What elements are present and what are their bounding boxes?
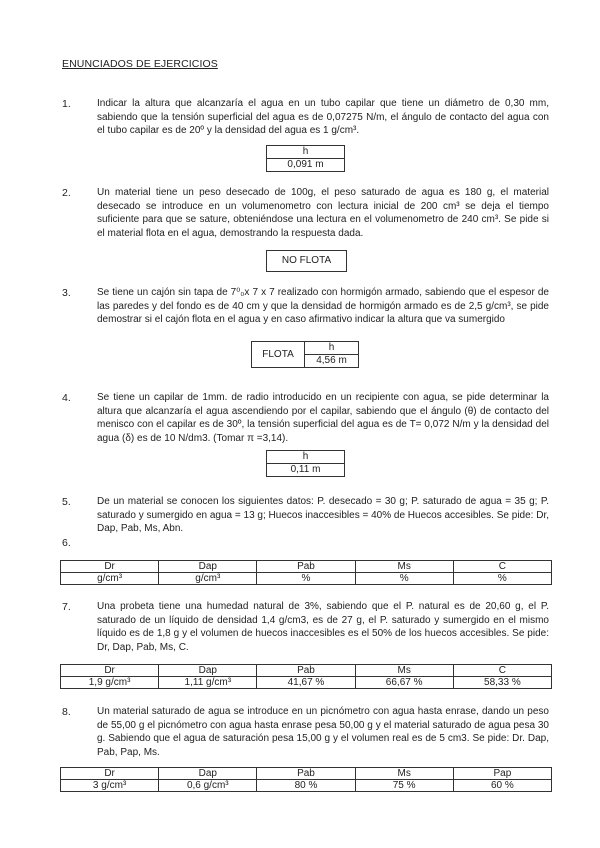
exercise-6-number: 6. — [62, 537, 71, 549]
header-pab: Pab — [257, 665, 355, 677]
value-c: % — [453, 573, 551, 585]
value-pap: 60 % — [453, 780, 551, 792]
header-dap: Dap — [159, 665, 257, 677]
header-pab: Pab — [257, 561, 355, 573]
answer-value: 4,56 m — [305, 355, 359, 368]
answer-header: h — [267, 146, 345, 159]
header-ms: Ms — [355, 768, 453, 780]
value-dr: 1,9 g/cm³ — [61, 677, 159, 689]
value-dap: 0,6 g/cm³ — [159, 780, 257, 792]
exercise-7-table — [60, 664, 552, 689]
exercise-7-number: 7. — [62, 601, 71, 613]
value-dr: g/cm³ — [61, 573, 159, 585]
value-pab: % — [257, 573, 355, 585]
exercise-3-answer-table — [251, 341, 359, 368]
header-pap: Pap — [453, 768, 551, 780]
header-dr: Dr — [61, 665, 159, 677]
answer-value: 0,11 m — [267, 464, 345, 477]
exercise-3-number: 3. — [62, 287, 71, 299]
exercise-1-text: Indicar la altura que alcanzaría el agua en un tubo capilar que tiene un diámetro de 0,30 mm, sabiendo que la tensión superficial del agua es de 0,07275 N/m, el ángulo de contacto del agua con el tubo capilar es de 20º y la densidad del agua es 1 g/cm³. — [97, 98, 549, 137]
value-dr: 3 g/cm³ — [61, 780, 159, 792]
answer-label: FLOTA — [252, 342, 305, 368]
value-ms: % — [355, 573, 453, 585]
answer-value: 0,091 m — [267, 159, 345, 172]
value-pab: 80 % — [257, 780, 355, 792]
exercise-6-table — [60, 560, 552, 585]
exercise-2-number: 2. — [62, 187, 71, 199]
value-ms: 66,67 % — [355, 677, 453, 689]
exercise-8-text: Un material saturado de agua se introduce en un picnómetro con agua hasta enrase, dando un peso de 55,00 g el picnómetro con agua hasta enrase pesa 50,00 g y el material saturado de agua pesa 30 g. Sabiendo que el agua de saturación pesa 15,00 g y el volumen real es de 5 cm3. Se pide: Dr. Dap, Pab, Pap, Ms. — [97, 706, 549, 758]
value-dap: g/cm³ — [159, 573, 257, 585]
header-dap: Dap — [159, 768, 257, 780]
exercise-1-answer-table — [266, 145, 345, 172]
header-dap: Dap — [159, 561, 257, 573]
answer-header: h — [267, 451, 345, 464]
header-dr: Dr — [61, 768, 159, 780]
exercise-4-text: Se tiene un capilar de 1mm. de radio introducido en un recipiente con agua, se pide determinar la altura que alcanzaría el agua ascendiendo por el capilar, sabiendo que el ángulo (θ) de contacto del menisco con el capilar es de 30º, la tensión superficial del agua es de T= 0,072 N/m y la densidad del agua (δ) es de 10 N/dm3. (Tomar π =3,14). — [97, 392, 549, 444]
header-ms: Ms — [355, 665, 453, 677]
exercise-8-number: 8. — [62, 706, 71, 718]
header-c: C — [453, 665, 551, 677]
value-c: 58,33 % — [453, 677, 551, 689]
page-title: ENUNCIADOS DE EJERCICIOS — [62, 58, 218, 70]
header-c: C — [453, 561, 551, 573]
header-dr: Dr — [61, 561, 159, 573]
exercise-2-text: Un material tiene un peso desecado de 100g, el peso saturado de agua es 180 g, el material desecado se introduce en un volumenometro con lectura inicial de 200 cm³ se deja el tiempo suficiente para que se sature, obteniéndose una lectura en el volumenometro de 240 cm³. Se pide si el material flota en el agua, demostrando la respuesta dada. — [97, 187, 549, 239]
exercise-5-text: De un material se conocen los siguientes datos: P. desecado = 30 g; P. saturado de agua = 35 g; P. saturado y sumergido en agua = 13 g; Huecos inaccesibles = 40% de Huecos accesibles. Se pide: Dr, Dap, Pab, Ms, Abn. — [97, 496, 549, 535]
exercise-8-table — [60, 767, 552, 792]
exercise-1-number: 1. — [62, 98, 71, 110]
exercise-2-answer: NO FLOTA — [266, 250, 347, 272]
answer-header: h — [305, 342, 359, 355]
value-pab: 41,67 % — [257, 677, 355, 689]
value-ms: 75 % — [355, 780, 453, 792]
exercise-4-number: 4. — [62, 392, 71, 404]
header-pab: Pab — [257, 768, 355, 780]
value-dap: 1,11 g/cm³ — [159, 677, 257, 689]
exercise-5-number: 5. — [62, 496, 71, 508]
exercise-3-text: Se tiene un cajón sin tapa de 7⁰₀x 7 x 7 realizado con hormigón armado, sabiendo que el espesor de las paredes y del fondo es de 40 cm y que la densidad de hormigón armado es de 2,5 g/cm³, se pide demostrar si el cajón flota en el agua y en caso afirmativo indicar la altura que va sumergido — [97, 287, 549, 326]
header-ms: Ms — [355, 561, 453, 573]
exercise-4-answer-table — [266, 450, 345, 477]
exercise-7-text: Una probeta tiene una humedad natural de 3%, sabiendo que el P. natural es de 20,60 g, el P. saturado de un líquido de densidad 1,4 g/cm3, es de 27 g, el P. saturado y sumergido en el mismo líquido es de 1,8 g y el volumen de huecos inaccesibles es el 50% de los huecos accesibles. Se pide: Dr, Dap, Pab, Ms, C. — [97, 601, 549, 653]
